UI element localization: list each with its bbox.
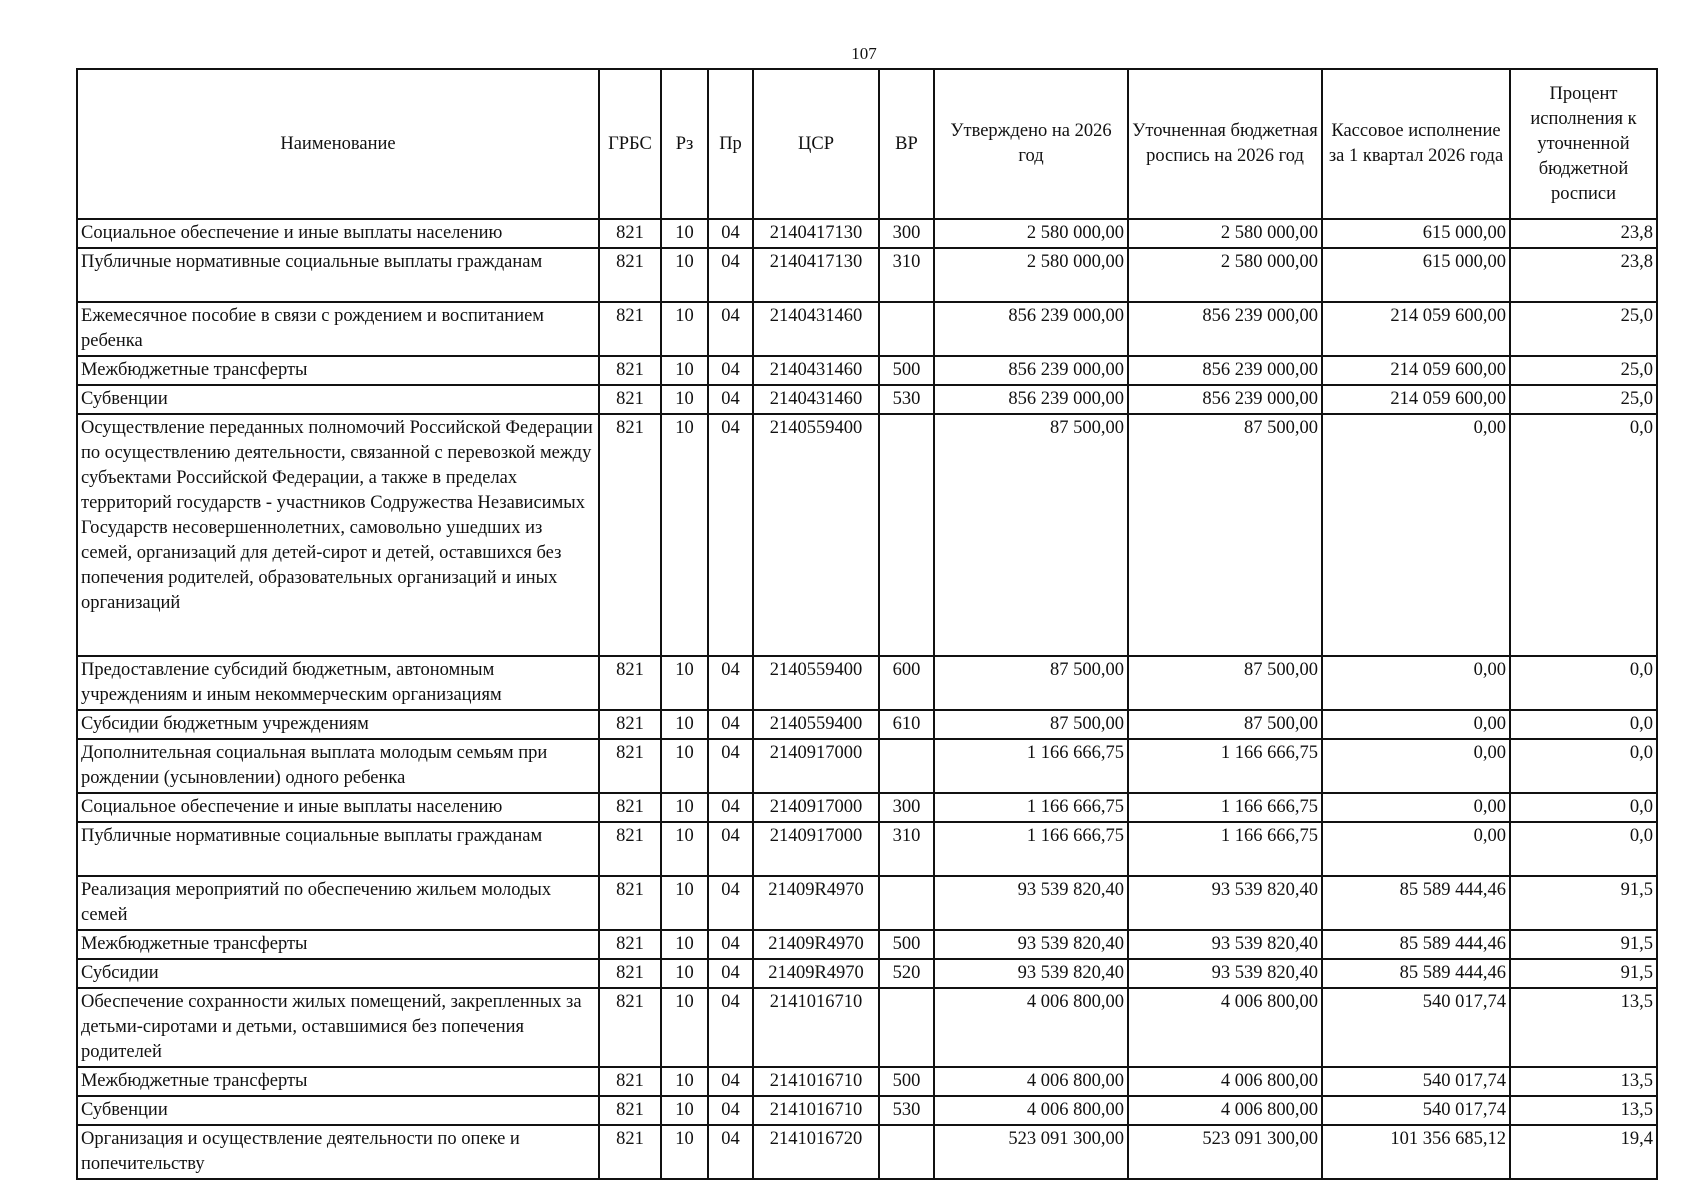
cell-cash: 214 059 600,00 <box>1322 302 1510 356</box>
cell-pr: 04 <box>708 356 753 385</box>
cell-cash: 214 059 600,00 <box>1322 356 1510 385</box>
cell-cash: 0,00 <box>1322 414 1510 656</box>
cell-rz: 10 <box>661 988 708 1067</box>
cell-approved: 2 580 000,00 <box>934 248 1128 302</box>
header-approved: Утверждено на 2026 год <box>934 69 1128 219</box>
cell-percent: 0,0 <box>1510 710 1657 739</box>
cell-refined: 4 006 800,00 <box>1128 1067 1322 1096</box>
cell-cash: 101 356 685,12 <box>1322 1125 1510 1179</box>
header-name: Наименование <box>77 69 599 219</box>
cell-name: Социальное обеспечение и иные выплаты населению <box>77 793 599 822</box>
cell-name: Межбюджетные трансферты <box>77 1067 599 1096</box>
cell-cash: 85 589 444,46 <box>1322 876 1510 930</box>
cell-percent: 25,0 <box>1510 302 1657 356</box>
cell-approved: 523 091 300,00 <box>934 1125 1128 1179</box>
table-row <box>77 793 1657 822</box>
cell-rz: 10 <box>661 414 708 656</box>
cell-refined: 4 006 800,00 <box>1128 988 1322 1067</box>
cell-rz: 10 <box>661 219 708 248</box>
cell-pr: 04 <box>708 414 753 656</box>
cell-approved: 87 500,00 <box>934 656 1128 710</box>
cell-percent: 13,5 <box>1510 1067 1657 1096</box>
cell-name: Дополнительная социальная выплата молодым семьям при рождении (усыновлении) одного ребенка <box>77 739 599 793</box>
cell-refined: 93 539 820,40 <box>1128 959 1322 988</box>
budget-table <box>76 68 1658 1180</box>
cell-grbs: 821 <box>599 822 661 876</box>
cell-refined: 87 500,00 <box>1128 414 1322 656</box>
table-row <box>77 356 1657 385</box>
cell-pr: 04 <box>708 822 753 876</box>
cell-name: Осуществление переданных полномочий Российской Федерации по осуществлению деятельности, связанной с перевозкой между субъектами Российской Федерации, а также в пределах территорий государств - участников Содружества Независимых Государств несовершеннолетних, самовольно ушедших из семей, организаций для детей-сирот и детей, оставшихся без попечения родителей, образовательных организаций и иных организаций <box>77 414 599 656</box>
cell-percent: 13,5 <box>1510 1096 1657 1125</box>
cell-pr: 04 <box>708 1096 753 1125</box>
cell-refined: 1 166 666,75 <box>1128 793 1322 822</box>
cell-vr: 530 <box>879 1096 934 1125</box>
cell-csr: 2140417130 <box>753 248 879 302</box>
table-row <box>77 414 1657 656</box>
cell-name: Ежемесячное пособие в связи с рождением и воспитанием ребенка <box>77 302 599 356</box>
cell-vr: 500 <box>879 930 934 959</box>
cell-grbs: 821 <box>599 739 661 793</box>
header-row <box>77 69 1657 219</box>
cell-refined: 2 580 000,00 <box>1128 248 1322 302</box>
table-row <box>77 822 1657 876</box>
cell-approved: 1 166 666,75 <box>934 793 1128 822</box>
header-vr: ВР <box>879 69 934 219</box>
cell-grbs: 821 <box>599 710 661 739</box>
cell-cash: 214 059 600,00 <box>1322 385 1510 414</box>
cell-csr: 21409R4970 <box>753 876 879 930</box>
cell-csr: 2140559400 <box>753 710 879 739</box>
cell-pr: 04 <box>708 248 753 302</box>
header-rz: Рз <box>661 69 708 219</box>
table-row <box>77 876 1657 930</box>
cell-cash: 615 000,00 <box>1322 219 1510 248</box>
header-csr: ЦСР <box>753 69 879 219</box>
cell-approved: 4 006 800,00 <box>934 1096 1128 1125</box>
cell-vr: 610 <box>879 710 934 739</box>
cell-refined: 523 091 300,00 <box>1128 1125 1322 1179</box>
cell-rz: 10 <box>661 793 708 822</box>
cell-name: Предоставление субсидий бюджетным, автономным учреждениям и иным некоммерческим организациям <box>77 656 599 710</box>
cell-rz: 10 <box>661 656 708 710</box>
cell-rz: 10 <box>661 1125 708 1179</box>
cell-approved: 2 580 000,00 <box>934 219 1128 248</box>
cell-pr: 04 <box>708 219 753 248</box>
table-row <box>77 959 1657 988</box>
cell-rz: 10 <box>661 930 708 959</box>
cell-cash: 540 017,74 <box>1322 1067 1510 1096</box>
cell-csr: 21409R4970 <box>753 959 879 988</box>
cell-grbs: 821 <box>599 876 661 930</box>
table-row <box>77 739 1657 793</box>
table-row <box>77 302 1657 356</box>
cell-approved: 856 239 000,00 <box>934 356 1128 385</box>
page-number: 107 <box>851 44 877 63</box>
cell-percent: 0,0 <box>1510 414 1657 656</box>
cell-vr: 520 <box>879 959 934 988</box>
header-pr: Пр <box>708 69 753 219</box>
cell-approved: 93 539 820,40 <box>934 930 1128 959</box>
table-row <box>77 1096 1657 1125</box>
cell-percent: 91,5 <box>1510 930 1657 959</box>
cell-approved: 1 166 666,75 <box>934 739 1128 793</box>
cell-csr: 2140431460 <box>753 302 879 356</box>
cell-grbs: 821 <box>599 414 661 656</box>
cell-csr: 2141016720 <box>753 1125 879 1179</box>
cell-grbs: 821 <box>599 793 661 822</box>
cell-refined: 4 006 800,00 <box>1128 1096 1322 1125</box>
cell-approved: 93 539 820,40 <box>934 876 1128 930</box>
cell-csr: 2140559400 <box>753 414 879 656</box>
cell-grbs: 821 <box>599 219 661 248</box>
table-row <box>77 385 1657 414</box>
cell-name: Субвенции <box>77 385 599 414</box>
cell-rz: 10 <box>661 302 708 356</box>
cell-vr <box>879 988 934 1067</box>
cell-pr: 04 <box>708 959 753 988</box>
cell-cash: 0,00 <box>1322 656 1510 710</box>
table-row <box>77 219 1657 248</box>
cell-grbs: 821 <box>599 385 661 414</box>
cell-name: Межбюджетные трансферты <box>77 930 599 959</box>
cell-percent: 23,8 <box>1510 219 1657 248</box>
header-refined: Уточненная бюджетная роспись на 2026 год <box>1128 69 1322 219</box>
cell-csr: 2140917000 <box>753 822 879 876</box>
table-row <box>77 656 1657 710</box>
cell-refined: 856 239 000,00 <box>1128 302 1322 356</box>
header-percent: Процент исполнения к уточненной бюджетной росписи <box>1510 69 1657 219</box>
cell-percent: 91,5 <box>1510 876 1657 930</box>
cell-cash: 615 000,00 <box>1322 248 1510 302</box>
cell-percent: 13,5 <box>1510 988 1657 1067</box>
cell-percent: 23,8 <box>1510 248 1657 302</box>
cell-percent: 25,0 <box>1510 385 1657 414</box>
cell-grbs: 821 <box>599 930 661 959</box>
table-row <box>77 710 1657 739</box>
cell-refined: 2 580 000,00 <box>1128 219 1322 248</box>
cell-name: Субсидии <box>77 959 599 988</box>
cell-csr: 2140917000 <box>753 739 879 793</box>
table-row <box>77 248 1657 302</box>
cell-csr: 21409R4970 <box>753 930 879 959</box>
cell-rz: 10 <box>661 1067 708 1096</box>
cell-vr: 530 <box>879 385 934 414</box>
cell-vr: 300 <box>879 219 934 248</box>
cell-percent: 25,0 <box>1510 356 1657 385</box>
cell-percent: 0,0 <box>1510 739 1657 793</box>
cell-refined: 856 239 000,00 <box>1128 385 1322 414</box>
cell-grbs: 821 <box>599 356 661 385</box>
cell-approved: 856 239 000,00 <box>934 302 1128 356</box>
cell-refined: 1 166 666,75 <box>1128 739 1322 793</box>
cell-pr: 04 <box>708 739 753 793</box>
cell-cash: 0,00 <box>1322 822 1510 876</box>
cell-csr: 2140431460 <box>753 356 879 385</box>
cell-cash: 540 017,74 <box>1322 1096 1510 1125</box>
cell-rz: 10 <box>661 385 708 414</box>
cell-percent: 19,4 <box>1510 1125 1657 1179</box>
table-row <box>77 930 1657 959</box>
cell-rz: 10 <box>661 1096 708 1125</box>
cell-pr: 04 <box>708 1125 753 1179</box>
cell-vr: 600 <box>879 656 934 710</box>
cell-vr: 310 <box>879 822 934 876</box>
cell-grbs: 821 <box>599 1067 661 1096</box>
cell-vr <box>879 302 934 356</box>
cell-grbs: 821 <box>599 959 661 988</box>
cell-vr <box>879 739 934 793</box>
cell-approved: 87 500,00 <box>934 414 1128 656</box>
cell-approved: 4 006 800,00 <box>934 988 1128 1067</box>
cell-refined: 87 500,00 <box>1128 656 1322 710</box>
cell-vr: 300 <box>879 793 934 822</box>
cell-pr: 04 <box>708 710 753 739</box>
cell-csr: 2141016710 <box>753 1096 879 1125</box>
cell-grbs: 821 <box>599 1125 661 1179</box>
cell-pr: 04 <box>708 656 753 710</box>
table-row <box>77 1125 1657 1179</box>
cell-cash: 0,00 <box>1322 710 1510 739</box>
cell-vr <box>879 876 934 930</box>
cell-grbs: 821 <box>599 1096 661 1125</box>
cell-rz: 10 <box>661 739 708 793</box>
cell-approved: 93 539 820,40 <box>934 959 1128 988</box>
cell-refined: 87 500,00 <box>1128 710 1322 739</box>
cell-approved: 87 500,00 <box>934 710 1128 739</box>
cell-vr: 500 <box>879 356 934 385</box>
cell-approved: 1 166 666,75 <box>934 822 1128 876</box>
cell-grbs: 821 <box>599 656 661 710</box>
cell-name: Субсидии бюджетным учреждениям <box>77 710 599 739</box>
cell-rz: 10 <box>661 356 708 385</box>
cell-cash: 540 017,74 <box>1322 988 1510 1067</box>
cell-cash: 0,00 <box>1322 739 1510 793</box>
cell-csr: 2140917000 <box>753 793 879 822</box>
cell-pr: 04 <box>708 930 753 959</box>
cell-cash: 85 589 444,46 <box>1322 959 1510 988</box>
cell-name: Публичные нормативные социальные выплаты гражданам <box>77 248 599 302</box>
cell-vr: 500 <box>879 1067 934 1096</box>
cell-rz: 10 <box>661 959 708 988</box>
cell-pr: 04 <box>708 988 753 1067</box>
table-body <box>77 219 1657 1179</box>
cell-name: Субвенции <box>77 1096 599 1125</box>
cell-pr: 04 <box>708 385 753 414</box>
cell-csr: 2141016710 <box>753 1067 879 1096</box>
cell-vr <box>879 414 934 656</box>
cell-pr: 04 <box>708 302 753 356</box>
cell-refined: 93 539 820,40 <box>1128 930 1322 959</box>
table-row <box>77 1067 1657 1096</box>
cell-percent: 0,0 <box>1510 656 1657 710</box>
cell-approved: 856 239 000,00 <box>934 385 1128 414</box>
cell-rz: 10 <box>661 876 708 930</box>
cell-refined: 1 166 666,75 <box>1128 822 1322 876</box>
cell-grbs: 821 <box>599 988 661 1067</box>
cell-refined: 93 539 820,40 <box>1128 876 1322 930</box>
cell-vr: 310 <box>879 248 934 302</box>
cell-csr: 2140417130 <box>753 219 879 248</box>
cell-grbs: 821 <box>599 302 661 356</box>
header-cash: Кассовое исполнение за 1 квартал 2026 года <box>1322 69 1510 219</box>
cell-name: Публичные нормативные социальные выплаты гражданам <box>77 822 599 876</box>
cell-rz: 10 <box>661 822 708 876</box>
cell-pr: 04 <box>708 876 753 930</box>
header-grbs: ГРБС <box>599 69 661 219</box>
cell-pr: 04 <box>708 1067 753 1096</box>
cell-csr: 2141016710 <box>753 988 879 1067</box>
cell-refined: 856 239 000,00 <box>1128 356 1322 385</box>
cell-name: Обеспечение сохранности жилых помещений, закрепленных за детьми-сиротами и детьми, оставшимися без попечения родителей <box>77 988 599 1067</box>
cell-name: Межбюджетные трансферты <box>77 356 599 385</box>
cell-rz: 10 <box>661 248 708 302</box>
cell-grbs: 821 <box>599 248 661 302</box>
cell-csr: 2140559400 <box>753 656 879 710</box>
cell-cash: 85 589 444,46 <box>1322 930 1510 959</box>
cell-vr <box>879 1125 934 1179</box>
cell-name: Организация и осуществление деятельности по опеке и попечительству <box>77 1125 599 1179</box>
cell-csr: 2140431460 <box>753 385 879 414</box>
table-row <box>77 988 1657 1067</box>
cell-rz: 10 <box>661 710 708 739</box>
cell-percent: 0,0 <box>1510 793 1657 822</box>
cell-percent: 91,5 <box>1510 959 1657 988</box>
cell-name: Социальное обеспечение и иные выплаты населению <box>77 219 599 248</box>
cell-name: Реализация мероприятий по обеспечению жильем молодых семей <box>77 876 599 930</box>
cell-pr: 04 <box>708 793 753 822</box>
cell-cash: 0,00 <box>1322 793 1510 822</box>
cell-percent: 0,0 <box>1510 822 1657 876</box>
cell-approved: 4 006 800,00 <box>934 1067 1128 1096</box>
